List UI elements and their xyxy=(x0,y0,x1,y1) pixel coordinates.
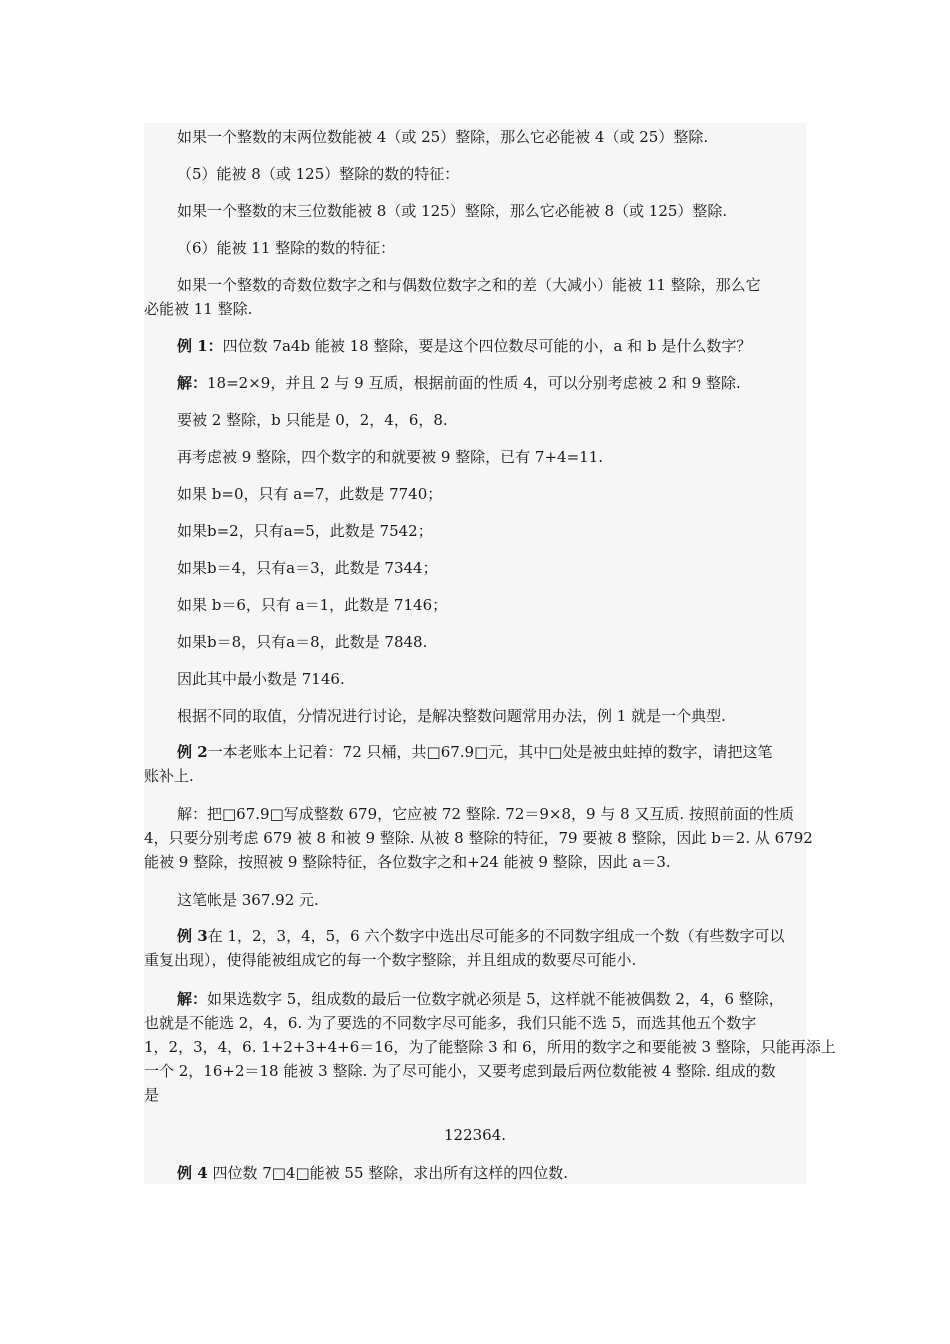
line-b-options: 要被 2 整除，b 只能是 0，2，4，6，8. xyxy=(177,411,448,429)
solution-1-text: 18=2×9，并且 2 与 9 互质，根据前面的性质 4，可以分别考虑被 2 和 9 整除. xyxy=(207,374,741,392)
paragraph-line: 账补上. xyxy=(144,767,194,785)
paragraph-line: 如果一个整数的奇数位数字之和与偶数位数字之和的差（大减小）能被 11 整除，那么它 xyxy=(177,276,761,294)
paragraph-line: 必能被 11 整除. xyxy=(144,300,253,318)
paragraph-line xyxy=(144,924,806,948)
example-2-text: 一本老账本上记着：72 只桶，共□67.9□元，其中□处是被虫蛀掉的数字，请把这笔 xyxy=(207,743,773,761)
min-result: 因此其中最小数是 7146. xyxy=(177,670,345,688)
line-digit-sum: 再考虑被 9 整除，四个数字的和就要被 9 整除，已有 7+4=11. xyxy=(177,448,604,466)
example-2-label: 例 2 xyxy=(177,743,208,761)
example-1-label: 例 1： xyxy=(177,337,223,355)
solution-3-label: 解： xyxy=(177,990,208,1008)
paragraph-line xyxy=(144,740,806,764)
paragraph-line: 也就是不能选 2，4，6. 为了要选的不同数字尽可能多，我们只能不选 5，而选其他五个数字 xyxy=(144,1014,757,1032)
solution-3-text: 如果选数字 5，组成数的最后一位数字就必须是 5，这样就不能被偶数 2，4，6 整除， xyxy=(207,990,784,1008)
method-note: 根据不同的取值，分情况进行讨论，是解决整数问题常用办法，例 1 就是一个典型. xyxy=(177,707,726,725)
solution-1 xyxy=(144,371,806,395)
example-4-label: 例 4 xyxy=(177,1164,208,1182)
case-b6: 如果 b＝6，只有 a＝1，此数是 7146； xyxy=(177,596,448,614)
case-b2: 如果b=2，只有a=5，此数是 7542； xyxy=(177,522,433,540)
paragraph-line xyxy=(144,987,806,1011)
paragraph-line: 是 xyxy=(144,1086,160,1104)
paragraph-line: 能被 9 整除，按照被 9 整除特征，各位数字之和+24 能被 9 整除，因此 a＝3. xyxy=(144,853,671,871)
example-1-text: 四位数 7a4b 能被 18 整除，要是这个四位数尽可能的小，a 和 b 是什么数字？ xyxy=(222,337,752,355)
heading-divisibility-8-125: （5）能被 8（或 125）整除的数的特征： xyxy=(177,165,460,183)
heading-divisibility-11: （6）能被 11 整除的数的特征： xyxy=(177,239,396,257)
case-b4: 如果b＝4，只有a＝3，此数是 7344； xyxy=(177,559,438,577)
solution-1-label: 解： xyxy=(177,374,208,392)
paragraph-divisibility-4-25: 如果一个整数的末两位数能被 4（或 25）整除，那么它必能被 4（或 25）整除. xyxy=(177,128,709,146)
paragraph-line: 1，2，3，4，6. 1+2+3+4+6＝16，为了能整除 3 和 6，所用的数字之和要能被 3 整除，只能再添上 xyxy=(144,1038,836,1056)
paragraph-line: 4，只要分别考虑 679 被 8 和被 9 整除. 从被 8 整除的特征，79 要被 8 整除，因此 b＝2. 从 6792 xyxy=(144,829,813,847)
paragraph-line: 重复出现），使得能被组成它的每一个数字整除，并且组成的数要尽可能小. xyxy=(144,951,637,969)
paragraph-line: 解：把□67.9□写成整数 679，它应被 72 整除. 72＝9×8，9 与 8 又互质. 按照前面的性质 xyxy=(177,805,794,823)
example-3-label: 例 3 xyxy=(177,927,208,945)
example-3-text: 在 1，2，3，4，5，6 六个数字中选出尽可能多的不同数字组成一个数（有些数字可以 xyxy=(207,927,785,945)
solution-3-answer: 122364. xyxy=(443,1126,507,1144)
example-1 xyxy=(144,334,806,358)
case-b8: 如果b＝8，只有a＝8，此数是 7848. xyxy=(177,633,428,651)
paragraph-line: 一个 2，16+2＝18 能被 3 整除. 为了尽可能小，又要考虑到最后两位数能被 4 整除. 组成的数 xyxy=(144,1062,776,1080)
document-content xyxy=(144,123,836,1184)
example-4 xyxy=(144,1161,806,1185)
example-4-text: 四位数 7□4□能被 55 整除，求出所有这样的四位数. xyxy=(207,1164,569,1182)
solution-2-answer: 这笔帐是 367.92 元. xyxy=(177,891,319,909)
paragraph-divisibility-8-125: 如果一个整数的末三位数能被 8（或 125）整除，那么它必能被 8（或 125）整除. xyxy=(177,202,728,220)
case-b0: 如果 b=0，只有 a=7，此数是 7740； xyxy=(177,485,443,503)
